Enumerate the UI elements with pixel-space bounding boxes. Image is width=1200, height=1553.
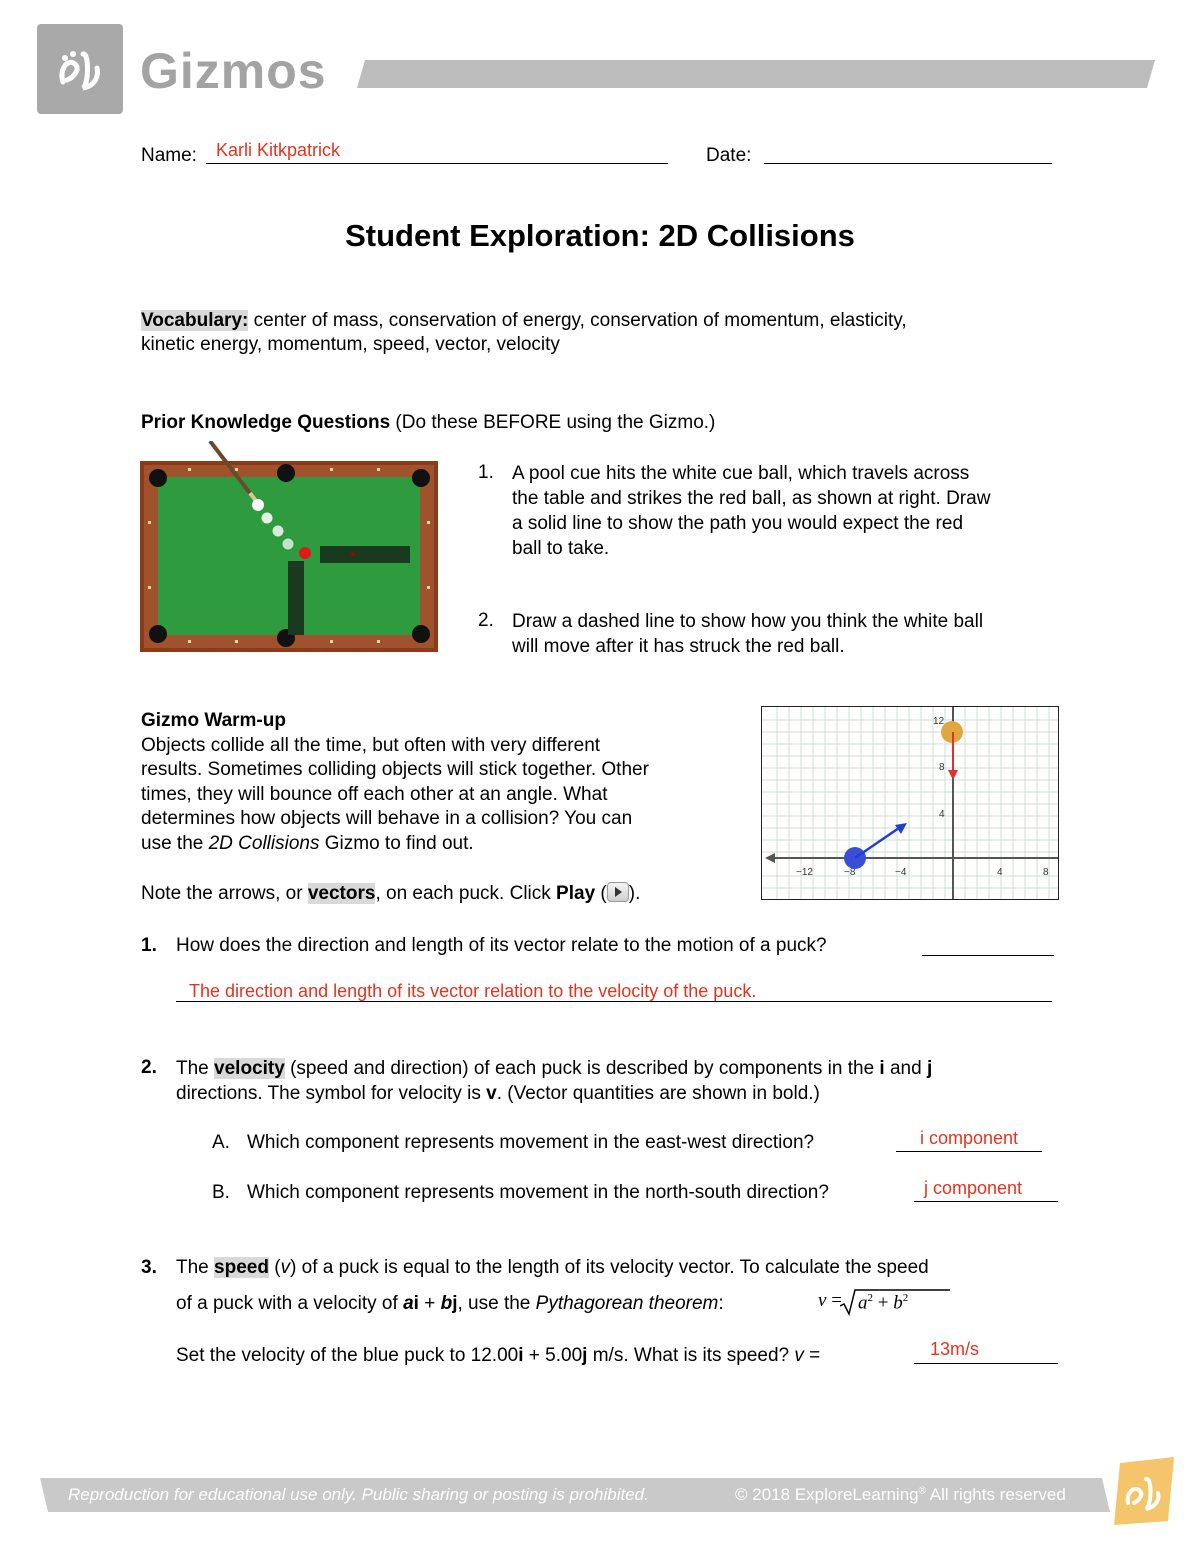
date-label: Date: [706, 145, 752, 166]
warmup-section [141, 709, 741, 857]
gizmo-graph-image [761, 706, 1059, 900]
q2-text: The velocity (speed and direction) of each puck is described by components in the i and j directions. The symbol for velocity is v. (Vector quantities are shown in bold.) [176, 1058, 933, 1104]
prior-q2-line: will move after it has struck the red ball. [512, 636, 845, 657]
explorelearning-logo-icon [37, 24, 123, 114]
warmup-line: times, they will bounce off each other at an angle. What [141, 783, 608, 805]
warmup-line: determines how objects will behave in a collision? You can [141, 808, 633, 830]
vocabulary-label: Vocabulary: [141, 310, 249, 331]
warmup-note: Note the arrows, or vectors, on each puck. Click Play ( ). [141, 883, 641, 904]
date-field[interactable] [764, 140, 1052, 164]
prior-q2-text [512, 609, 1072, 659]
q1-short-blank[interactable] [922, 933, 1054, 956]
vocabulary-line-2: kinetic energy, momentum, speed, vector, velocity [141, 334, 560, 355]
logo-badge [37, 24, 123, 114]
page-title: Student Exploration: 2D Collisions [345, 218, 855, 253]
vocabulary-section [141, 309, 1101, 357]
prior-q1-text [512, 461, 1072, 561]
q2a-label: A. [212, 1132, 230, 1153]
play-button[interactable] [607, 882, 629, 902]
graph-y-tick: 8 [939, 762, 945, 773]
q1-text: How does the direction and length of its vector relate to the motion of a puck? [176, 935, 827, 956]
warmup-line: results. Sometimes colliding objects will stick together. Other [141, 759, 649, 781]
name-field[interactable] [206, 140, 668, 164]
q2b-answer: j component [924, 1178, 1023, 1198]
velocity-term: velocity [214, 1058, 285, 1079]
q3-answer-field[interactable] [914, 1340, 1058, 1364]
q1-answer: The direction and length of its vector relation to the velocity of the puck. [189, 981, 757, 1001]
q2b-label: B. [212, 1182, 230, 1203]
q2a-answer: i component [920, 1128, 1019, 1148]
pythagorean-formula: v = $a^2 + b^2$ [818, 1290, 948, 1320]
name-label: Name: [141, 145, 197, 166]
q3-line-1: The speed (v) of a puck is equal to the length of its velocity vector. To calculate the speed [176, 1257, 929, 1278]
footer-reproduction-notice: Reproduction for educational use only. Public sharing or posting is prohibited. [68, 1485, 649, 1504]
prior-q2-line: Draw a dashed line to show how you think the white ball [512, 611, 984, 632]
vocabulary-line-1: center of mass, conservation of energy, conservation of momentum, elasticity, [248, 310, 907, 331]
prior-knowledge-heading [141, 411, 715, 435]
brand-name: Gizmos [140, 43, 327, 99]
q2a-text: Which component represents movement in the east-west direction? [247, 1132, 815, 1153]
prior-heading: Prior Knowledge Questions [141, 412, 391, 433]
prior-q2-number: 2. [478, 610, 494, 631]
prior-q1-line: a solid line to show the path you would expect the red [512, 513, 964, 534]
q3-number: 3. [141, 1257, 157, 1278]
graph-y-tick: 12 [933, 716, 945, 727]
q3-set-velocity: Set the velocity of the blue puck to 12.00i + 5.00j m/s. What is its speed? v = [176, 1345, 821, 1366]
graph-x-tick: −12 [796, 867, 813, 878]
play-icon [608, 883, 628, 901]
q3-line-2: of a puck with a velocity of ai + bj, use the Pythagorean theorem: [176, 1293, 724, 1314]
prior-q1-line: A pool cue hits the white cue ball, which travels across [512, 463, 970, 484]
footer-logo-icon [1108, 1455, 1178, 1527]
warmup-line-5: use the 2D Collisions Gizmo to find out. [141, 832, 474, 854]
q2b-answer-field[interactable] [914, 1178, 1058, 1202]
q2a-answer-field[interactable] [896, 1128, 1042, 1152]
graph-y-tick: 4 [939, 809, 945, 820]
q1-answer-field[interactable] [176, 979, 1052, 1002]
graph-x-tick: −4 [895, 867, 907, 878]
graph-x-tick: 8 [1043, 867, 1049, 878]
warmup-heading: Gizmo Warm-up [141, 710, 286, 731]
graph-x-tick: −8 [844, 867, 856, 878]
speed-term: speed [214, 1257, 269, 1278]
header-bar [357, 60, 1155, 88]
name-value: Karli Kitkpatrick [216, 140, 341, 160]
prior-q1-number: 1. [478, 462, 494, 483]
q2b-text: Which component represents movement in the north-south direction? [247, 1182, 829, 1203]
q2-number: 2. [141, 1057, 157, 1078]
prior-q1-line: ball to take. [512, 538, 610, 559]
warmup-line: Objects collide all the time, but often with very different [141, 734, 601, 756]
prior-heading-note: (Do these BEFORE using the Gizmo.) [390, 412, 716, 433]
q1-number: 1. [141, 935, 157, 956]
pool-table-image [140, 441, 438, 652]
q3-answer: 13m/s [930, 1339, 980, 1359]
prior-q1-line: the table and strikes the red ball, as shown at right. Draw [512, 488, 991, 509]
footer-copyright: © 2018 ExploreLearning® All rights reserved [735, 1485, 1066, 1504]
vectors-term: vectors [307, 883, 376, 904]
graph-x-tick: 4 [997, 867, 1003, 878]
